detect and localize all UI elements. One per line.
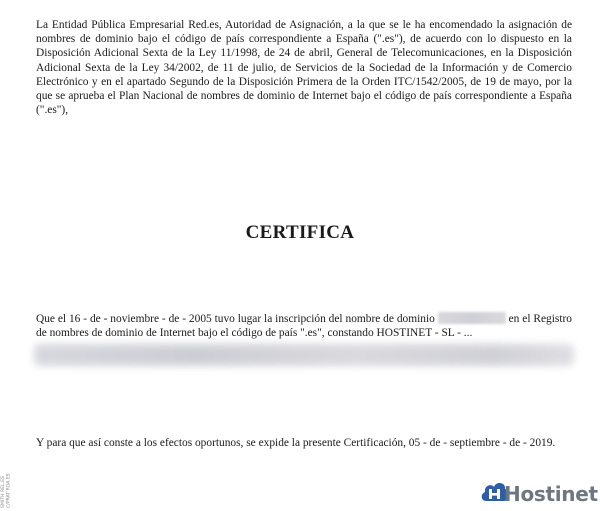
certification-text-part2: en el Registro de nombres de dominio de Internet bajo el código de país ".es", constando HOSTINET - SL - ... xyxy=(36,313,572,340)
certification-paragraph xyxy=(36,312,572,340)
closing-paragraph: Y para que así conste a los efectos oportunos, se expide la presente Certificación, 05 - de - septiembre - de - 2019. xyxy=(36,437,556,449)
redacted-domain xyxy=(438,312,506,324)
intro-paragraph: La Entidad Pública Empresarial Red.es, Autoridad de Asignación, a la que se le ha encomendado la asignación de nombres de dominio bajo el código de país correspondiente a España (".es"), de acuerdo con lo dispuesto en la Disposición Adicional Sexta de la Ley 11/1998, de 24 de abril, General de Telecomunicaciones, en la Disposición Adicional Sexta de la Ley 34/2002, de 11 de julio, de Servicios de la Sociedad de la Información y de Comercio Electrónico y en el apartado Segundo de la Disposición Primera de la Orden ITC/1542/2005, de 19 de mayo, por la que se aprueba el Plan Nacional de nombres de dominio de Internet bajo el código de país correspondiente a España (".es"), xyxy=(36,19,572,117)
side-code-line-2: C/PRAT RDA.ES xyxy=(6,473,12,508)
side-reference-code xyxy=(1,408,23,508)
side-code-line-1: SMITH REL.ES xyxy=(1,476,6,508)
document-title: CERTIFICA xyxy=(245,222,355,243)
brand-name: Hostinet xyxy=(504,482,598,506)
redacted-text-line xyxy=(34,344,574,366)
certification-text-part1: Que el 16 - de - noviembre - de - 2005 tuvo lugar la inscripción del nombre de dominio xyxy=(36,313,435,325)
hostinet-watermark-logo xyxy=(480,475,598,507)
